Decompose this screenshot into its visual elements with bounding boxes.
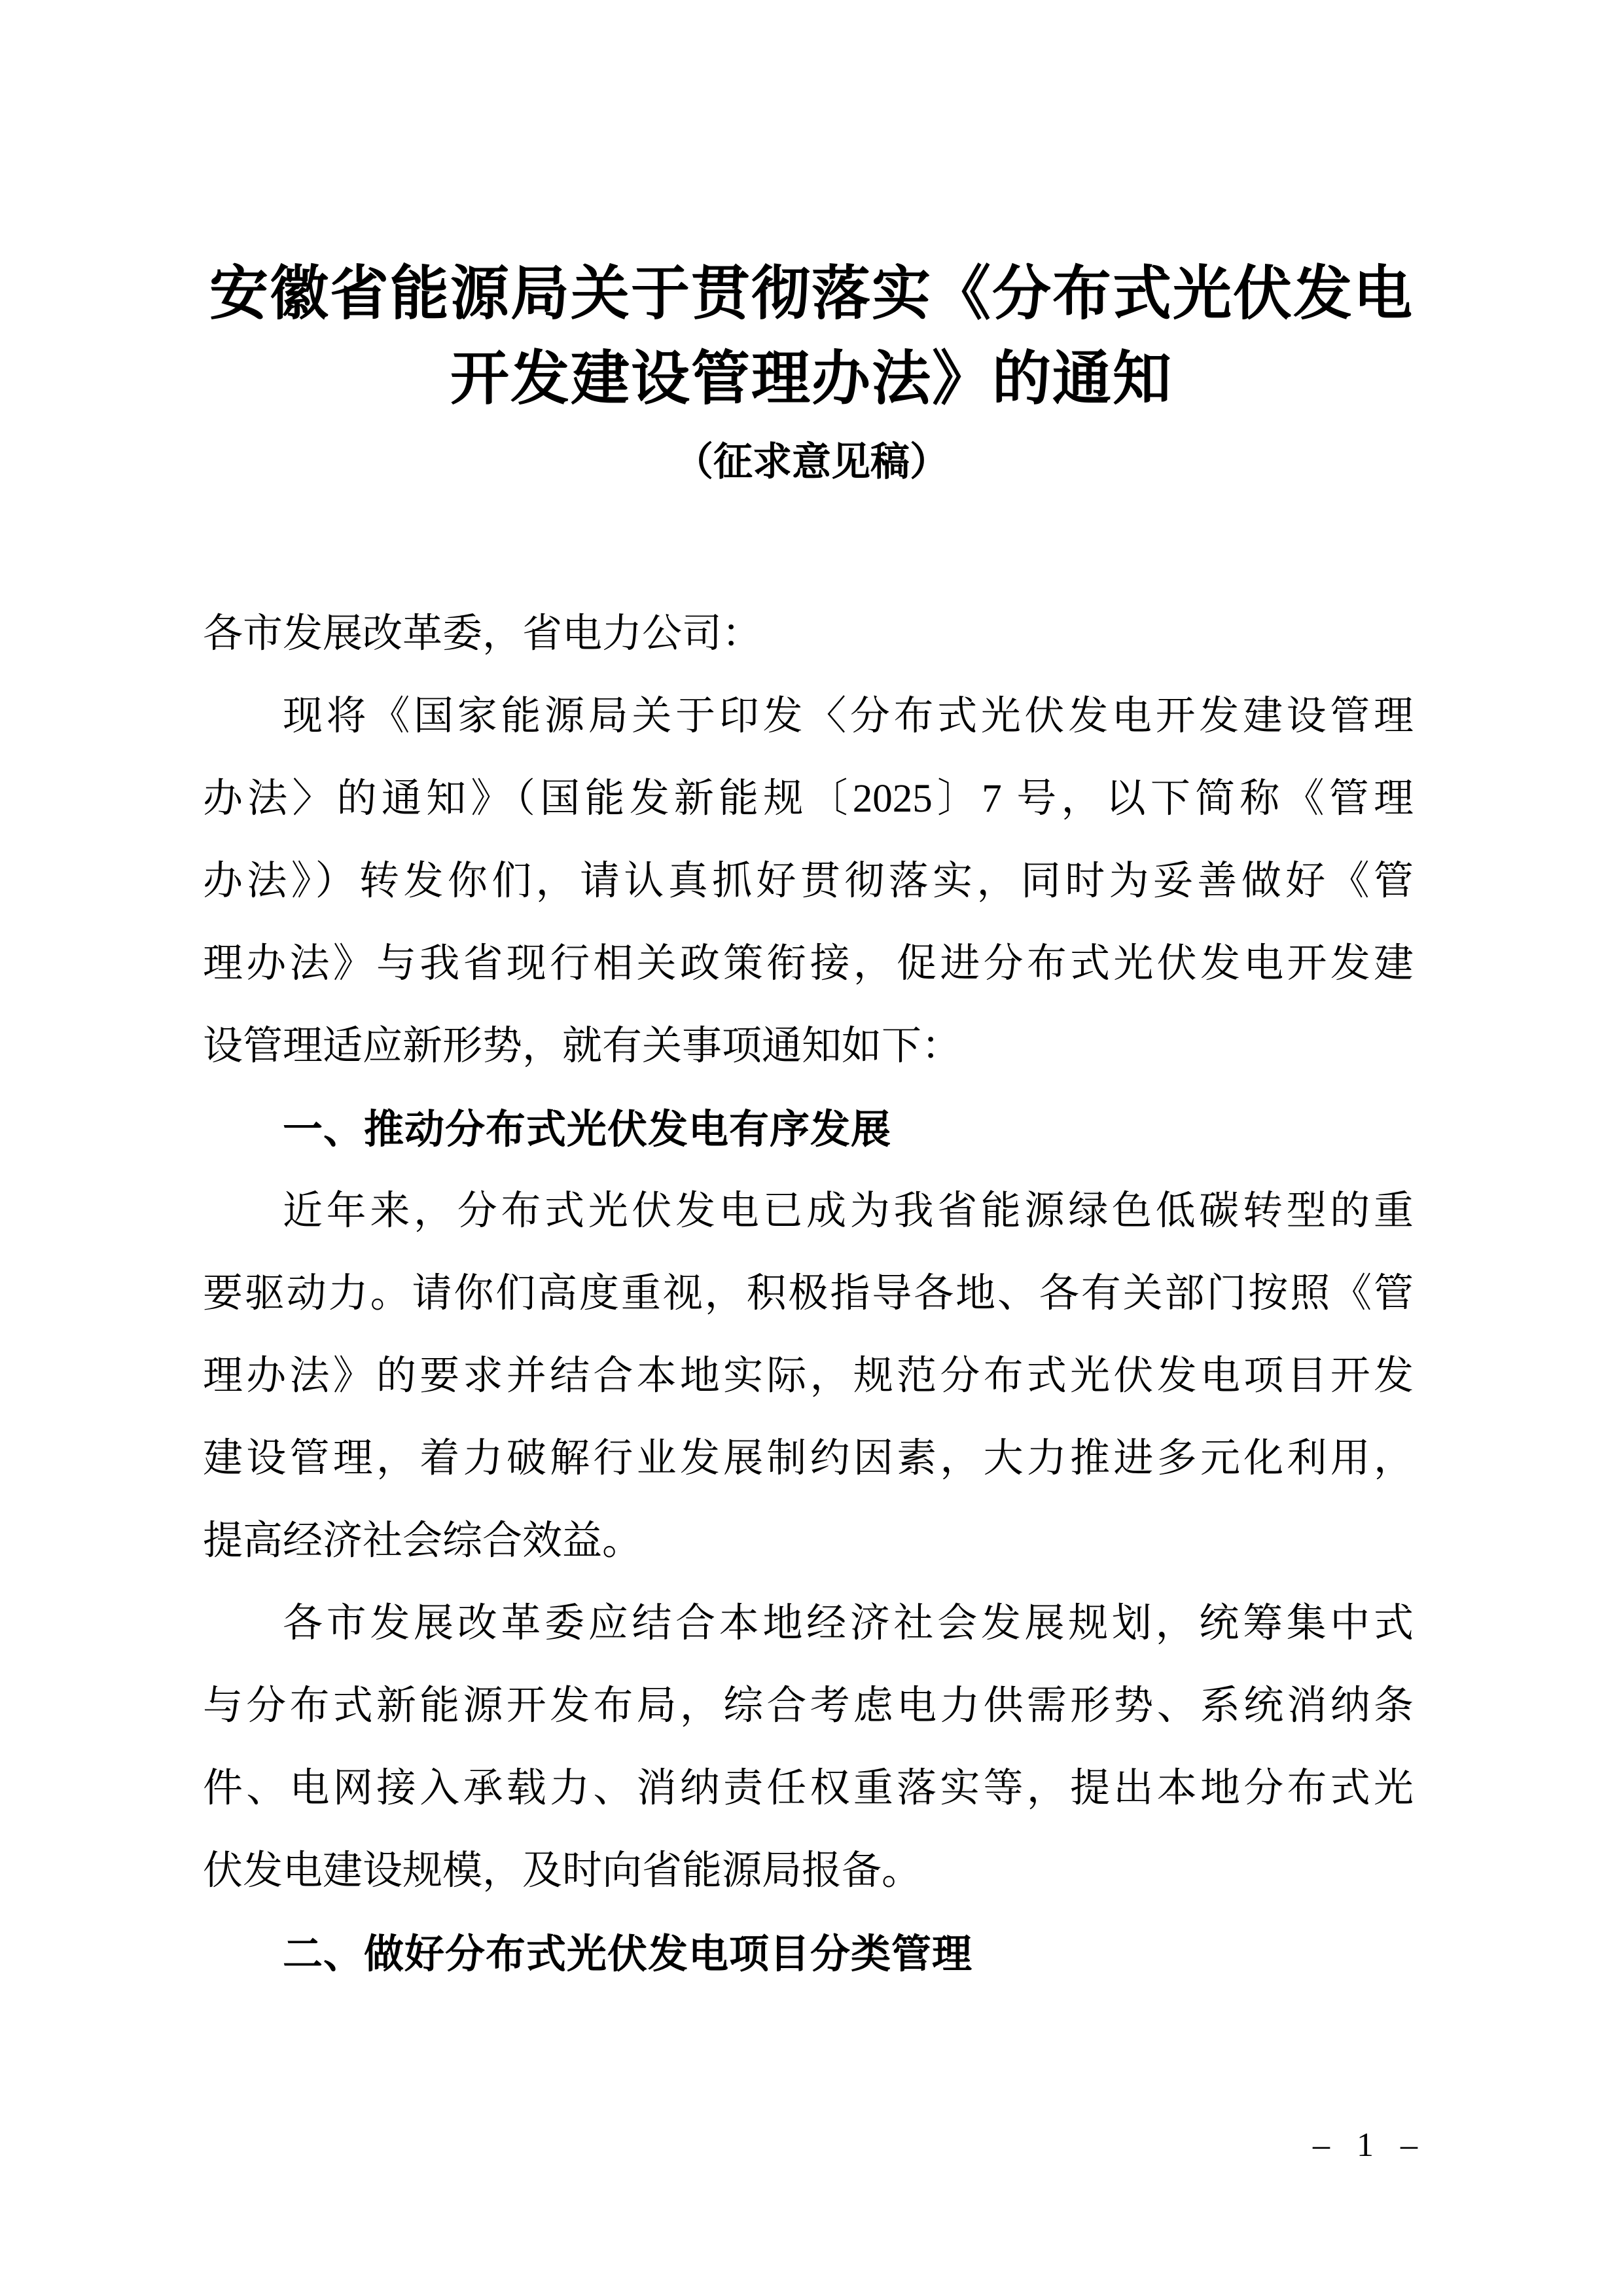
body-line: 伏发电建设规模，及时向省能源局报备。 — [203, 1849, 922, 1893]
body-line: 近年来，分布式光伏发电已成为我省能源绿色低碳转型的重 — [283, 1189, 1414, 1233]
body-line: 各市发展改革委，省电力公司： — [203, 612, 762, 656]
body-line: 理办法》与我省现行相关政策衔接，促进分布式光伏发电开发建 — [203, 942, 1414, 986]
title-line-2: 开发建设管理办法》的通知 — [450, 347, 1173, 412]
section-heading: 二、做好分布式光伏发电项目分类管理 — [283, 1931, 973, 1976]
body-line: 件、电网接入承载力、消纳责任权重落实等，提出本地分布式光 — [203, 1767, 1414, 1810]
page-number: – 1 – — [1313, 2126, 1427, 2164]
body-line: 建设管理，着力破解行业发展制约因素，大力推进多元化利用， — [203, 1437, 1414, 1480]
body-line: 办法》）转发你们，请认真抓好贯彻落实，同时为妥善做好《管 — [203, 859, 1414, 903]
body-line: 提高经济社会综合效益。 — [203, 1519, 643, 1563]
title-line-1: 安徽省能源局关于贯彻落实《分布式光伏发电 — [209, 262, 1414, 327]
body-line: 现将《国家能源局关于印发〈分布式光伏发电开发建设管理 — [283, 694, 1414, 738]
body-line: 要驱动力。请你们高度重视，积极指导各地、各有关部门按照《管 — [203, 1272, 1414, 1316]
body-line: 理办法》的要求并结合本地实际，规范分布式光伏发电项目开发 — [203, 1354, 1414, 1398]
section-heading: 一、推动分布式光伏发电有序发展 — [283, 1107, 892, 1151]
document-subtitle: （征求意见稿） — [674, 440, 949, 484]
body-line: 与分布式新能源开发布局，综合考虑电力供需形势、系统消纳条 — [203, 1684, 1414, 1728]
body-line: 设管理适应新形势，就有关事项通知如下： — [203, 1024, 962, 1068]
body-line: 各市发展改革委应结合本地经济社会发展规划，统筹集中式 — [283, 1602, 1414, 1645]
body-line: 办法〉的通知》（国能发新能规〔2025〕7 号，以下简称《管理 — [203, 777, 1414, 821]
document-title — [0, 0, 1623, 422]
document-body — [203, 593, 1414, 1995]
